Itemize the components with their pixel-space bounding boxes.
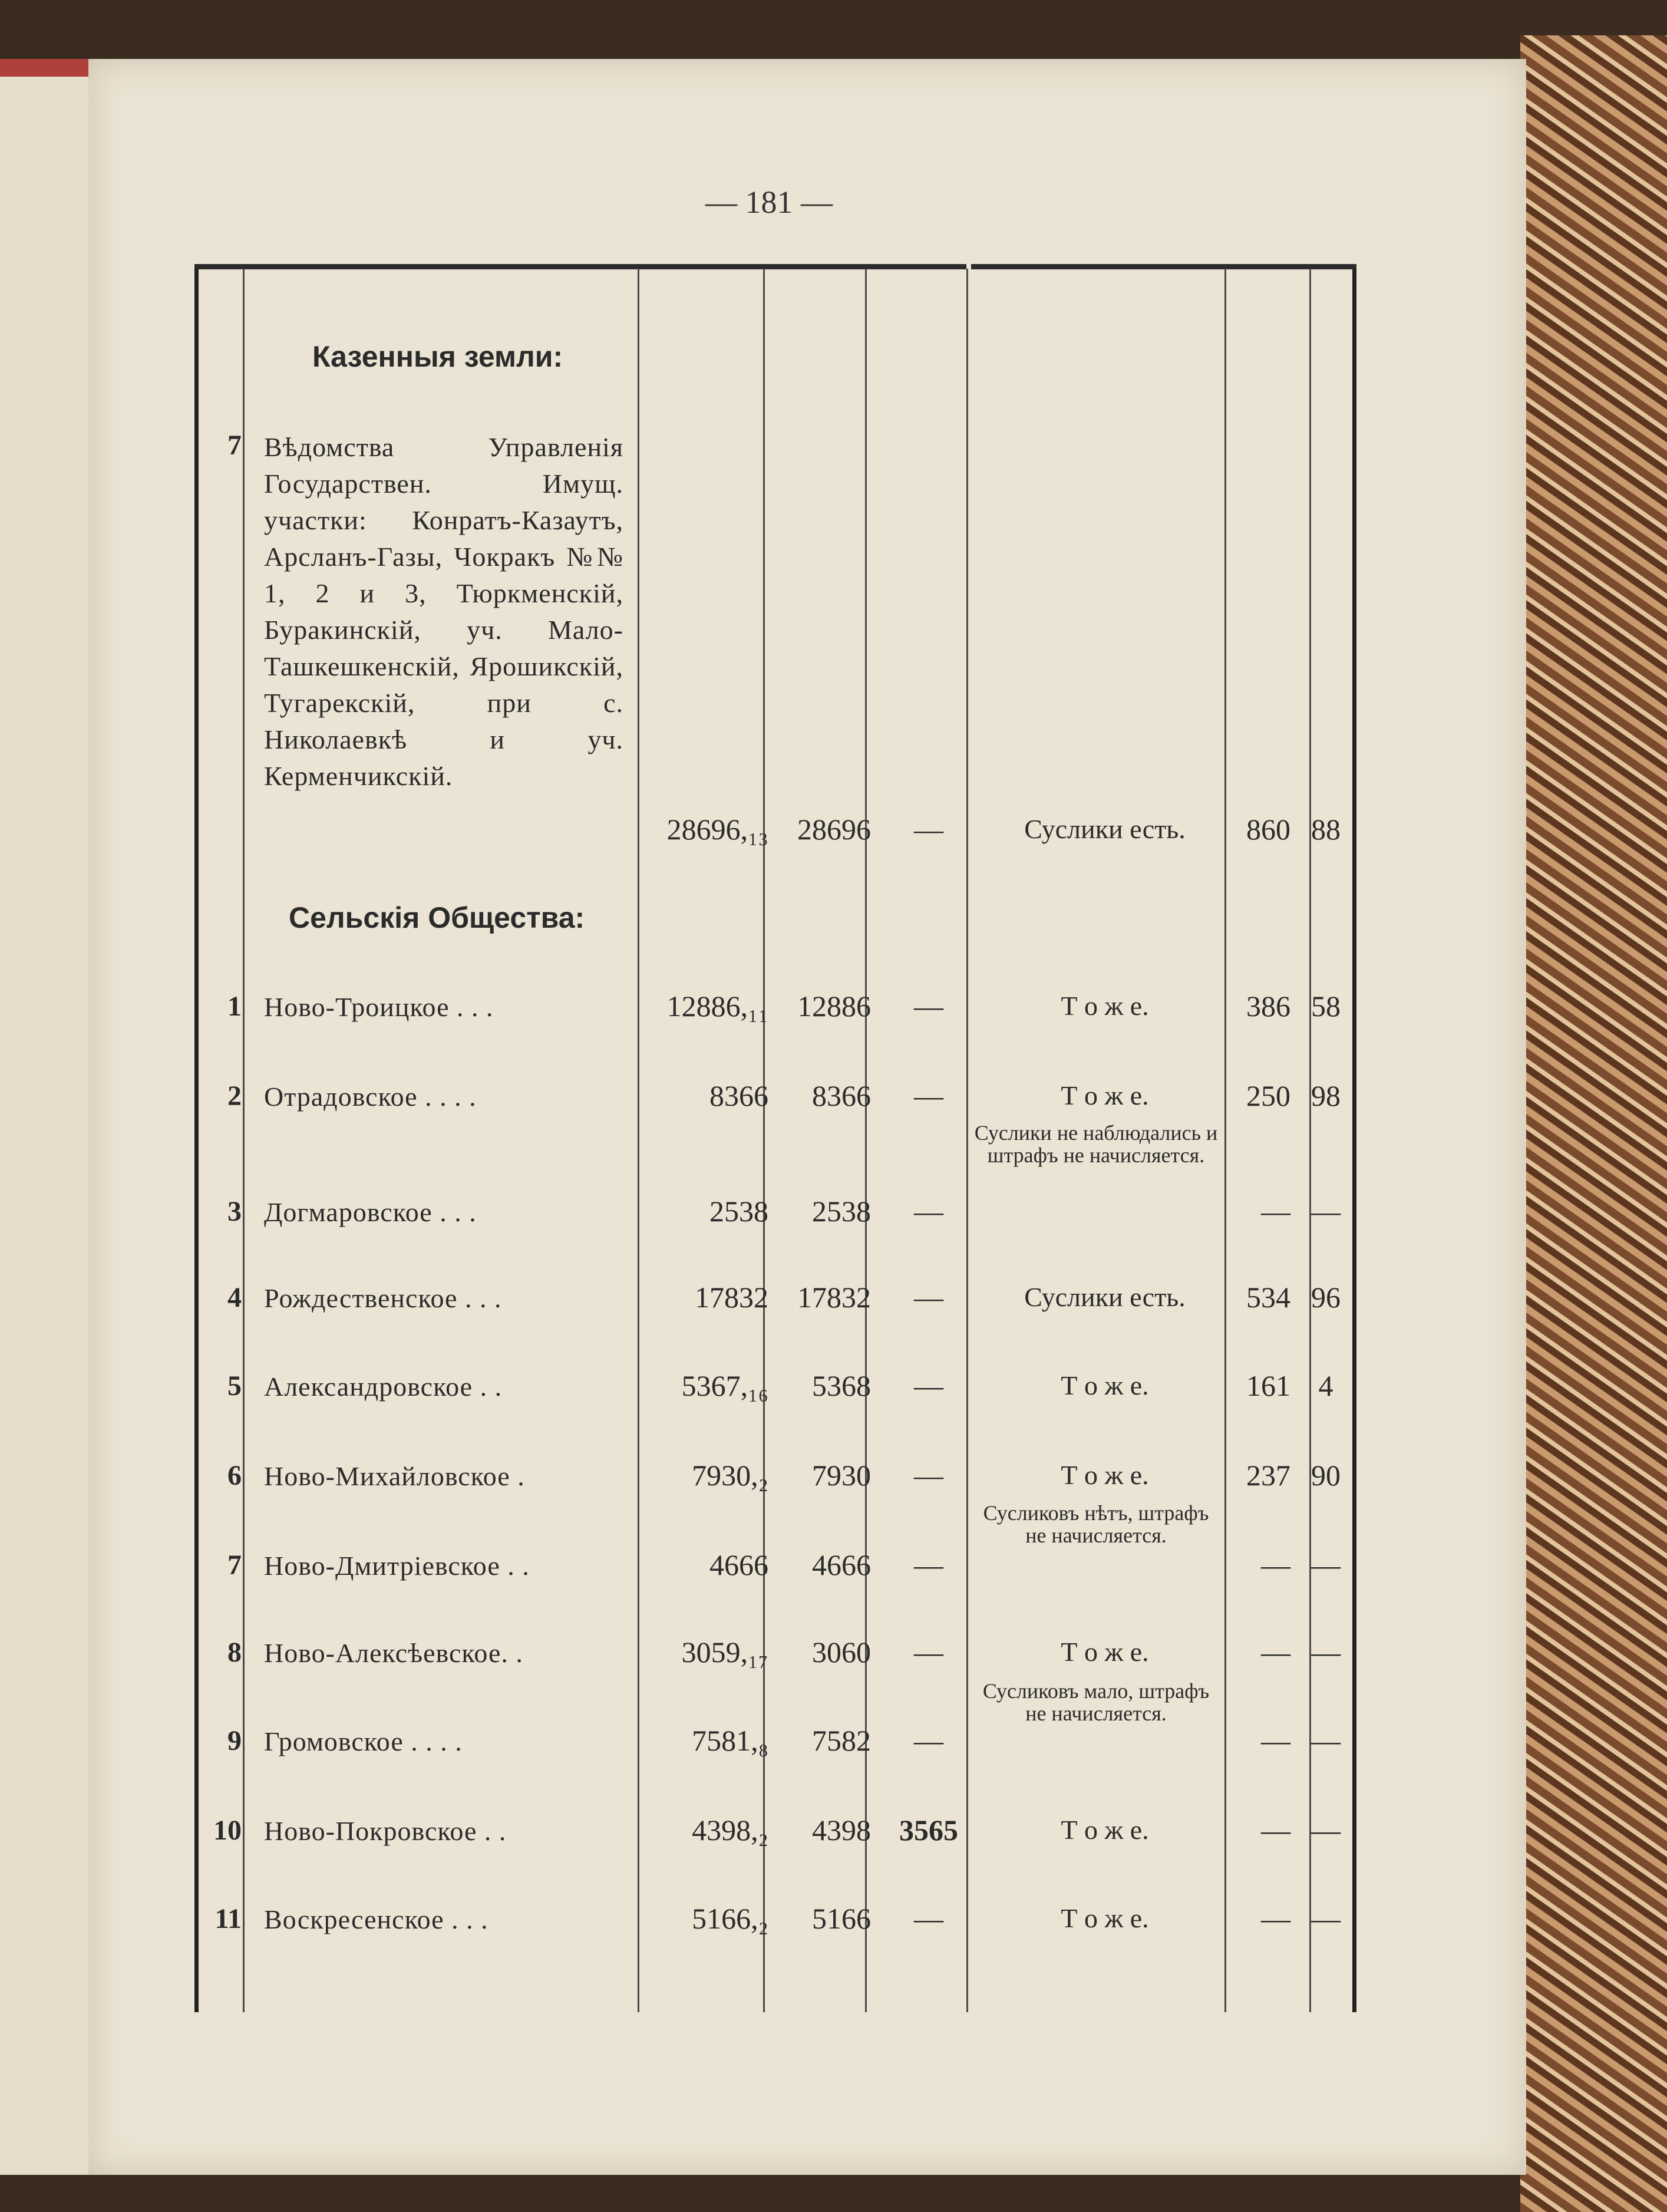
row-fine-rub: 534	[1246, 1281, 1290, 1314]
row-area2: 17832	[797, 1281, 871, 1314]
row-note: Сусликовъ мало, штрафъ не начисляется.	[982, 1679, 1210, 1725]
row-fine-rub: —	[1261, 1902, 1290, 1935]
row-area3: —	[914, 1281, 943, 1314]
state-entry-area3: —	[914, 813, 943, 846]
row-area2: 5368	[812, 1369, 871, 1402]
row-area3: —	[914, 1079, 943, 1112]
row-area1: 7930,₂	[692, 1459, 768, 1492]
row-area1: 17832	[695, 1281, 768, 1314]
state-entry-number: 7	[227, 430, 242, 461]
row-fine-rub: 386	[1246, 990, 1290, 1023]
row-name: Рождественское . . .	[264, 1283, 502, 1313]
state-entry-description: Вѣдомства Управленія Государствен. Имущ. участки: Конратъ-Казаутъ, Арсланъ-Газы, Чокракъ №№ 1, 2 и 3, Тюркменскій, Буракинскій, уч. Мало-Ташкешкенскій, Ярошикскій, Тугарекскій, при с. Николаевкѣ и уч. Керменчикскій.	[264, 432, 623, 791]
row-fine-rub: —	[1261, 1548, 1290, 1581]
row-fine-kop: —	[1311, 1902, 1341, 1935]
row-fine-rub: —	[1261, 1636, 1290, 1669]
row-number: 2	[227, 1080, 242, 1112]
row-name: Ново-Троицкое . . .	[264, 992, 494, 1022]
row-area1: 5166,₂	[692, 1902, 768, 1935]
row-name: Александровское . .	[264, 1372, 503, 1402]
row-note: Т о ж е.	[1061, 1460, 1149, 1490]
row-fine-kop: —	[1311, 1724, 1341, 1757]
row-area2: 5166	[812, 1902, 871, 1935]
row-fine-rub: —	[1261, 1814, 1290, 1847]
row-area3: —	[914, 1724, 943, 1757]
row-area3: —	[914, 1902, 943, 1935]
row-number: 8	[227, 1637, 242, 1668]
row-number: 4	[227, 1282, 242, 1313]
row-area3: —	[914, 1369, 943, 1402]
book-binding	[1520, 35, 1667, 2212]
section-heading-state-lands: Казенныя земли:	[312, 340, 563, 373]
row-area3: —	[914, 990, 943, 1023]
row-name: Ново-Дмитріевское . .	[264, 1551, 530, 1581]
row-area3: 3565	[899, 1814, 958, 1847]
row-fine-rub: 237	[1246, 1459, 1290, 1492]
row-name: Догмаровское . . .	[264, 1197, 477, 1227]
row-area2: 4666	[812, 1548, 871, 1581]
state-entry-fine-rub: 860	[1246, 813, 1290, 846]
page-number: — 181 —	[705, 184, 833, 220]
state-entry-fine-kop: 88	[1311, 813, 1341, 846]
row-note: Суслики есть.	[1024, 1282, 1186, 1312]
row-area1: 7581,₈	[692, 1724, 768, 1757]
row-fine-kop: 96	[1311, 1281, 1341, 1314]
row-area1: 12886,₁₁	[666, 990, 768, 1023]
row-fine-kop: —	[1311, 1195, 1341, 1228]
row-area2: 12886	[797, 990, 871, 1023]
row-number: 6	[227, 1460, 242, 1491]
row-area2: 4398	[812, 1814, 871, 1847]
row-number: 11	[214, 1903, 242, 1934]
row-note: Т о ж е.	[1061, 1903, 1149, 1933]
row-area2: 7582	[812, 1724, 871, 1757]
row-note: Т о ж е.	[1061, 1370, 1149, 1400]
row-area1: 3059,₁₇	[681, 1636, 768, 1669]
row-fine-kop: 98	[1311, 1079, 1341, 1112]
row-fine-kop: —	[1311, 1814, 1341, 1847]
row-name: Воскресенское . . .	[264, 1904, 488, 1934]
row-area3: —	[914, 1459, 943, 1492]
row-fine-kop: 58	[1311, 990, 1341, 1023]
row-name: Отрадовское . . . .	[264, 1082, 477, 1112]
row-area2: 3060	[812, 1636, 871, 1669]
state-entry-area2: 28696	[797, 813, 871, 846]
row-area1: 8366	[709, 1079, 768, 1112]
row-area3: —	[914, 1636, 943, 1669]
top-rule-left	[194, 264, 966, 269]
row-note: Суслики не наблюдались и штрафъ не начисляется.	[974, 1121, 1218, 1167]
row-fine-kop: 90	[1311, 1459, 1341, 1492]
row-fine-kop: 4	[1318, 1369, 1333, 1402]
row-number: 7	[227, 1550, 242, 1581]
top-rule-right	[971, 264, 1356, 269]
previous-page-edge	[0, 77, 91, 2175]
row-name: Ново-Покровское . .	[264, 1816, 507, 1846]
row-area3: —	[914, 1548, 943, 1581]
row-number: 10	[213, 1815, 242, 1846]
row-area2: 7930	[812, 1459, 871, 1492]
row-name: Ново-Михайловское .	[264, 1461, 525, 1491]
row-fine-rub: —	[1261, 1195, 1290, 1228]
state-entry-area1: 28696,₁₃	[666, 813, 768, 846]
row-number: 3	[227, 1196, 242, 1227]
row-fine-rub: —	[1261, 1724, 1290, 1757]
row-name: Ново-Алексѣевское. .	[264, 1638, 523, 1668]
row-note: Сусликовъ нѣтъ, штрафъ не начисляется.	[983, 1501, 1209, 1547]
row-note: Т о ж е.	[1061, 991, 1149, 1021]
row-fine-kop: —	[1311, 1636, 1341, 1669]
row-area2: 8366	[812, 1079, 871, 1112]
row-note: Т о ж е.	[1061, 1815, 1149, 1845]
state-entry-note: Суслики есть.	[1024, 814, 1186, 844]
row-area2: 2538	[812, 1195, 871, 1228]
row-area1: 2538	[709, 1195, 768, 1228]
row-area1: 4398,₂	[692, 1814, 768, 1847]
row-number: 9	[227, 1725, 242, 1756]
col-divider-number	[243, 269, 245, 2012]
row-area3: —	[914, 1195, 943, 1228]
row-name: Громовское . . . .	[264, 1726, 463, 1756]
row-fine-rub: 161	[1246, 1369, 1290, 1402]
row-number: 1	[227, 991, 242, 1022]
section-heading-rural: Сельскія Общества:	[289, 901, 585, 934]
row-area1: 5367,₁₆	[681, 1369, 768, 1402]
row-fine-rub: 250	[1246, 1079, 1290, 1112]
row-area1: 4666	[709, 1548, 768, 1581]
row-fine-kop: —	[1311, 1548, 1341, 1581]
row-note: Т о ж е.	[1061, 1637, 1149, 1667]
row-number: 5	[227, 1370, 242, 1402]
row-note: Т о ж е.	[1061, 1080, 1149, 1110]
ledger-table	[194, 264, 1356, 2012]
